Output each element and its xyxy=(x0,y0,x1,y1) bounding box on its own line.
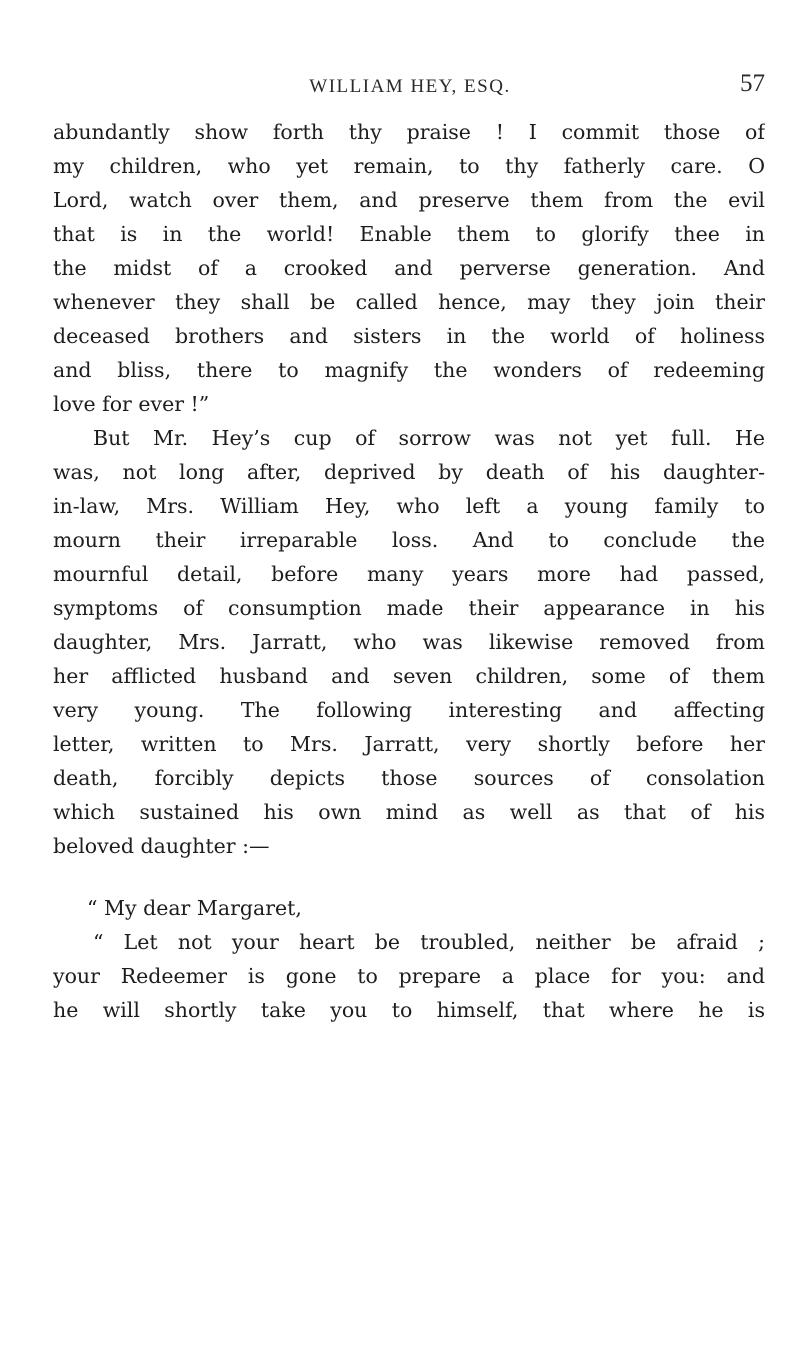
text-line: the midst of a crooked and perverse generation. And xyxy=(53,256,765,280)
body-text xyxy=(53,115,765,1027)
text-line: letter, written to Mrs. Jarratt, very shortly before her xyxy=(53,732,765,756)
text-line: whenever they shall be called hence, may they join their xyxy=(53,290,765,314)
paragraph-gap xyxy=(53,863,765,891)
paragraph xyxy=(53,925,765,1027)
letter-salutation xyxy=(53,891,765,925)
text-line: beloved daughter :— xyxy=(53,834,270,858)
page-number: 57 xyxy=(740,70,765,97)
text-line: and bliss, there to magnify the wonders of redeeming xyxy=(53,358,765,382)
text-line: But Mr. Hey’s cup of sorrow was not yet full. He xyxy=(93,426,765,450)
text-line: my children, who yet remain, to thy fatherly care. O xyxy=(53,154,765,178)
text-line: very young. The following interesting and affecting xyxy=(53,698,765,722)
text-line: in-law, Mrs. William Hey, who left a young family to xyxy=(53,494,765,518)
text-line: daughter, Mrs. Jarratt, who was likewise removed from xyxy=(53,630,765,654)
salutation-line: “ My dear Margaret, xyxy=(87,896,302,920)
text-line: your Redeemer is gone to prepare a place for you: and xyxy=(53,964,765,988)
text-line: that is in the world! Enable them to glorify thee in xyxy=(53,222,765,246)
text-line: he will shortly take you to himself, that where he is xyxy=(53,998,765,1022)
text-line: was, not long after, deprived by death of his daughter- xyxy=(53,460,765,484)
text-line: symptoms of consumption made their appearance in his xyxy=(53,596,765,620)
text-line: mourn their irreparable loss. And to conclude the xyxy=(53,528,765,552)
text-line: deceased brothers and sisters in the world of holiness xyxy=(53,324,765,348)
text-line: Lord, watch over them, and preserve them from the evil xyxy=(53,188,765,212)
text-line: “ Let not your heart be troubled, neither be afraid ; xyxy=(93,930,765,954)
text-line: abundantly show forth thy praise ! I commit those of xyxy=(53,120,765,144)
paragraph xyxy=(53,421,765,863)
text-line: her afflicted husband and seven children, some of them xyxy=(53,664,765,688)
running-head xyxy=(55,70,765,110)
text-line: love for ever !” xyxy=(53,392,210,416)
running-title: WILLIAM HEY, ESQ. xyxy=(309,76,511,97)
text-line: death, forcibly depicts those sources of consolation xyxy=(53,766,765,790)
text-line: which sustained his own mind as well as that of his xyxy=(53,800,765,824)
text-line: mournful detail, before many years more had passed, xyxy=(53,562,765,586)
paragraph xyxy=(53,115,765,421)
